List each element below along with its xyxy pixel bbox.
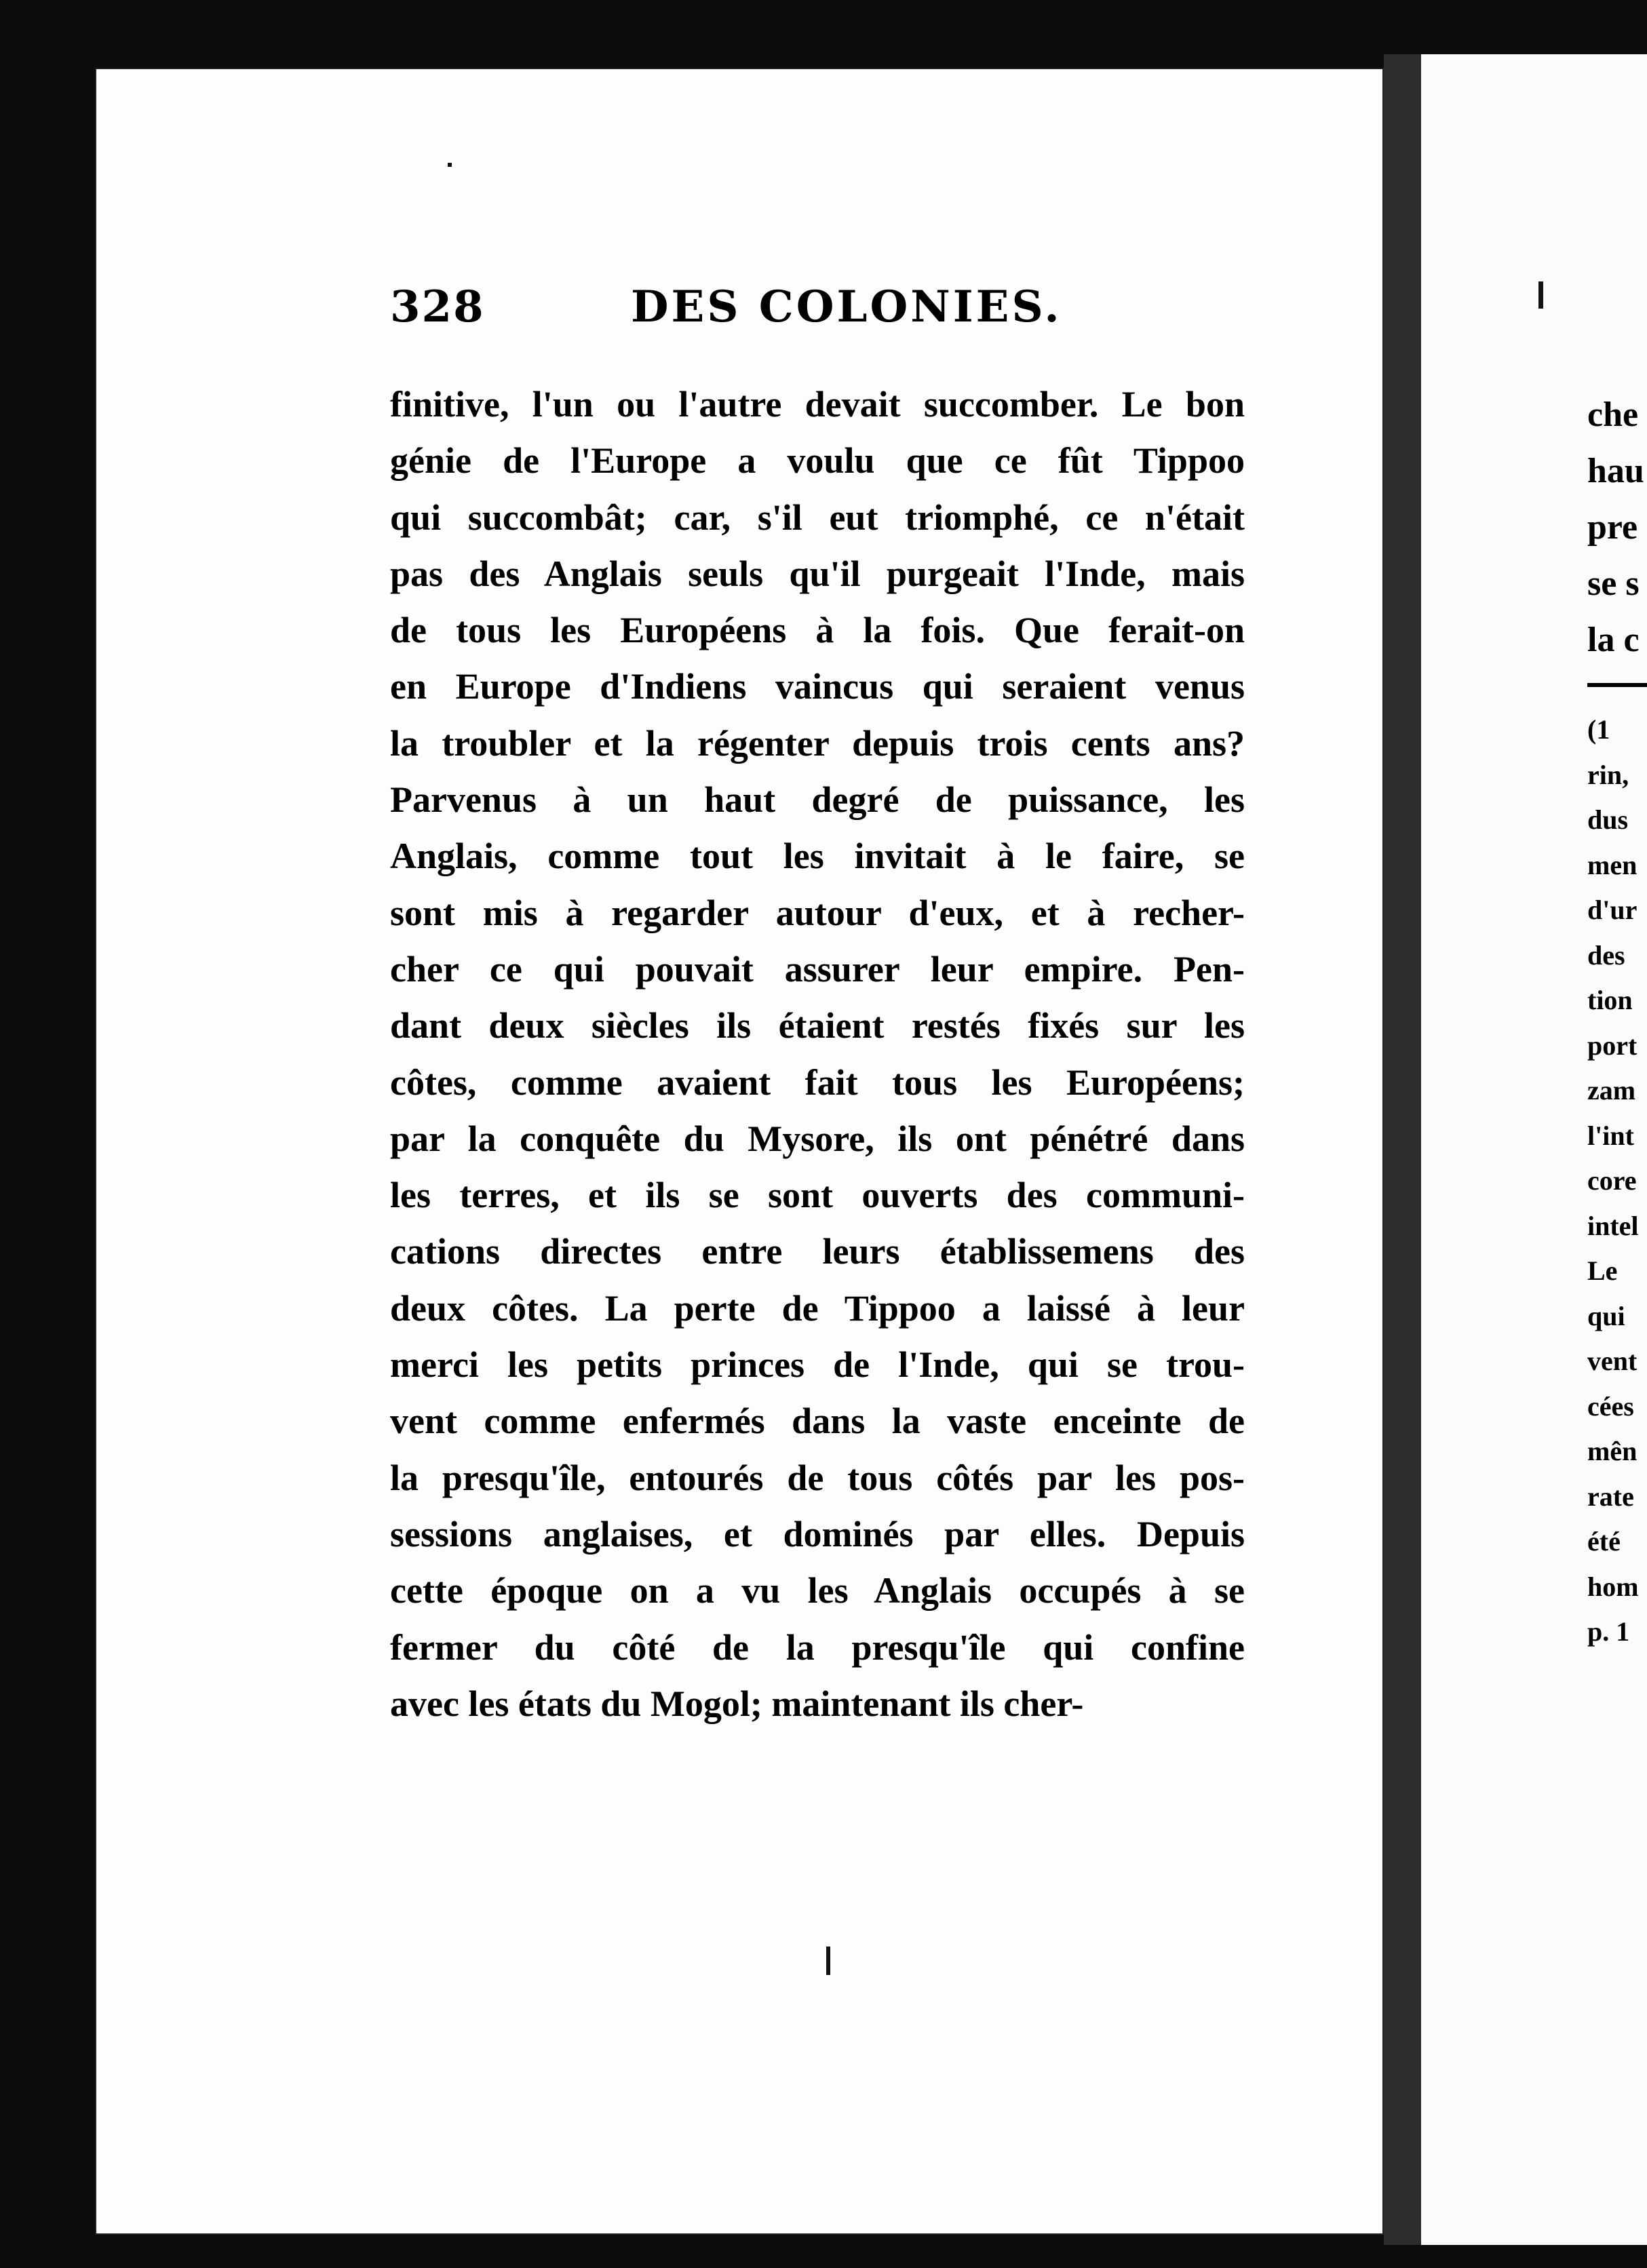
text-line: cette époque on a vu les Anglais occupés à se	[390, 1570, 1245, 1611]
fragment-line: la c	[1587, 621, 1640, 659]
text-line: avec les états du Mogol; maintenant ils cher-	[390, 1683, 1084, 1724]
footnote-line: (1	[1587, 714, 1610, 745]
footnote-line: rin,	[1587, 759, 1629, 790]
footnote-line: port	[1587, 1030, 1638, 1061]
text-line: sont mis à regarder autour d'eux, et à recher-	[390, 892, 1245, 933]
footnote-line: vent	[1587, 1346, 1638, 1376]
fragment-line: che	[1587, 395, 1639, 434]
footnote-line: été	[1587, 1526, 1621, 1557]
footnote-line: cées	[1587, 1390, 1634, 1422]
footnote-line: tion	[1587, 985, 1633, 1015]
footnote-line: l'int	[1587, 1120, 1634, 1151]
footnote-line: des	[1587, 939, 1625, 971]
text-line: pas des Anglais seuls qu'il purgeait l'Inde, mais	[390, 553, 1245, 594]
text-line: par la conquête du Mysore, ils ont pénétré dans	[390, 1118, 1245, 1159]
book-gutter	[1384, 54, 1421, 2245]
text-line: fermer du côté de la presqu'île qui confine	[390, 1626, 1245, 1668]
page-number: 328	[390, 281, 485, 332]
footnote-line: dus	[1587, 804, 1629, 835]
text-line: Anglais, comme tout les invitait à le faire, se	[390, 836, 1245, 877]
fragment-line: hau	[1587, 452, 1644, 490]
body-text	[390, 376, 1245, 1732]
text-line: vent comme enfermés dans la vaste enceinte de	[390, 1401, 1245, 1442]
fragment-line: se s	[1587, 564, 1640, 603]
text-line: génie de l'Europe a voulu que ce fût Tippoo	[390, 440, 1245, 482]
text-line: cations directes entre leurs établissemens des	[390, 1231, 1245, 1272]
footnote-line: hom	[1587, 1571, 1639, 1602]
footnote-line: men	[1587, 849, 1638, 880]
running-title: DES COLONIES.	[631, 281, 1062, 332]
text-line: finitive, l'un ou l'autre devait succomber. Le bon	[390, 384, 1245, 425]
text-line: la presqu'île, entourés de tous côtés par les pos-	[390, 1457, 1245, 1498]
text-line: côtes, comme avaient fait tous les Européens;	[390, 1061, 1245, 1103]
text-line: de tous les Européens à la fois. Que ferait-on	[390, 610, 1245, 651]
page-header	[390, 281, 1068, 349]
right-page-fragment	[1587, 387, 1647, 1655]
text-line: dant deux siècles ils étaient restés fixés sur les	[390, 1005, 1245, 1047]
footnote-line: p. 1	[1587, 1616, 1630, 1647]
footnote-line: d'ur	[1587, 895, 1638, 925]
text-line: la troubler et la régenter depuis trois cents ans?	[390, 722, 1245, 764]
text-line: sessions anglaises, et dominés par elles. Depuis	[390, 1513, 1245, 1555]
scan-speck	[826, 1947, 830, 1975]
fragment-line: pre	[1587, 508, 1638, 547]
footnote-line: rate	[1587, 1481, 1634, 1512]
footnote-rule	[1587, 683, 1647, 687]
text-line: merci les petits princes de l'Inde, qui se trou-	[390, 1344, 1245, 1386]
footnote-line: zam	[1587, 1075, 1636, 1106]
text-line: en Europe d'Indiens vaincus qui seraient venus	[390, 666, 1245, 707]
scan-speck	[1538, 281, 1543, 309]
footnote-line: intel	[1587, 1210, 1639, 1241]
text-line: Parvenus à un haut degré de puissance, les	[390, 779, 1245, 821]
footnote-line: core	[1587, 1165, 1637, 1196]
text-line: deux côtes. La perte de Tippoo a laissé à leur	[390, 1287, 1245, 1329]
text-line: qui succombât; car, s'il eut triomphé, ce n'était	[390, 496, 1245, 538]
footnote-line: qui	[1587, 1300, 1625, 1331]
scan-speck	[448, 163, 452, 167]
footnote-line: Le	[1587, 1255, 1618, 1286]
text-line: les terres, et ils se sont ouverts des communi-	[390, 1175, 1245, 1216]
footnote-line: mên	[1587, 1436, 1638, 1466]
text-line: cher ce qui pouvait assurer leur empire. Pen-	[390, 948, 1245, 990]
